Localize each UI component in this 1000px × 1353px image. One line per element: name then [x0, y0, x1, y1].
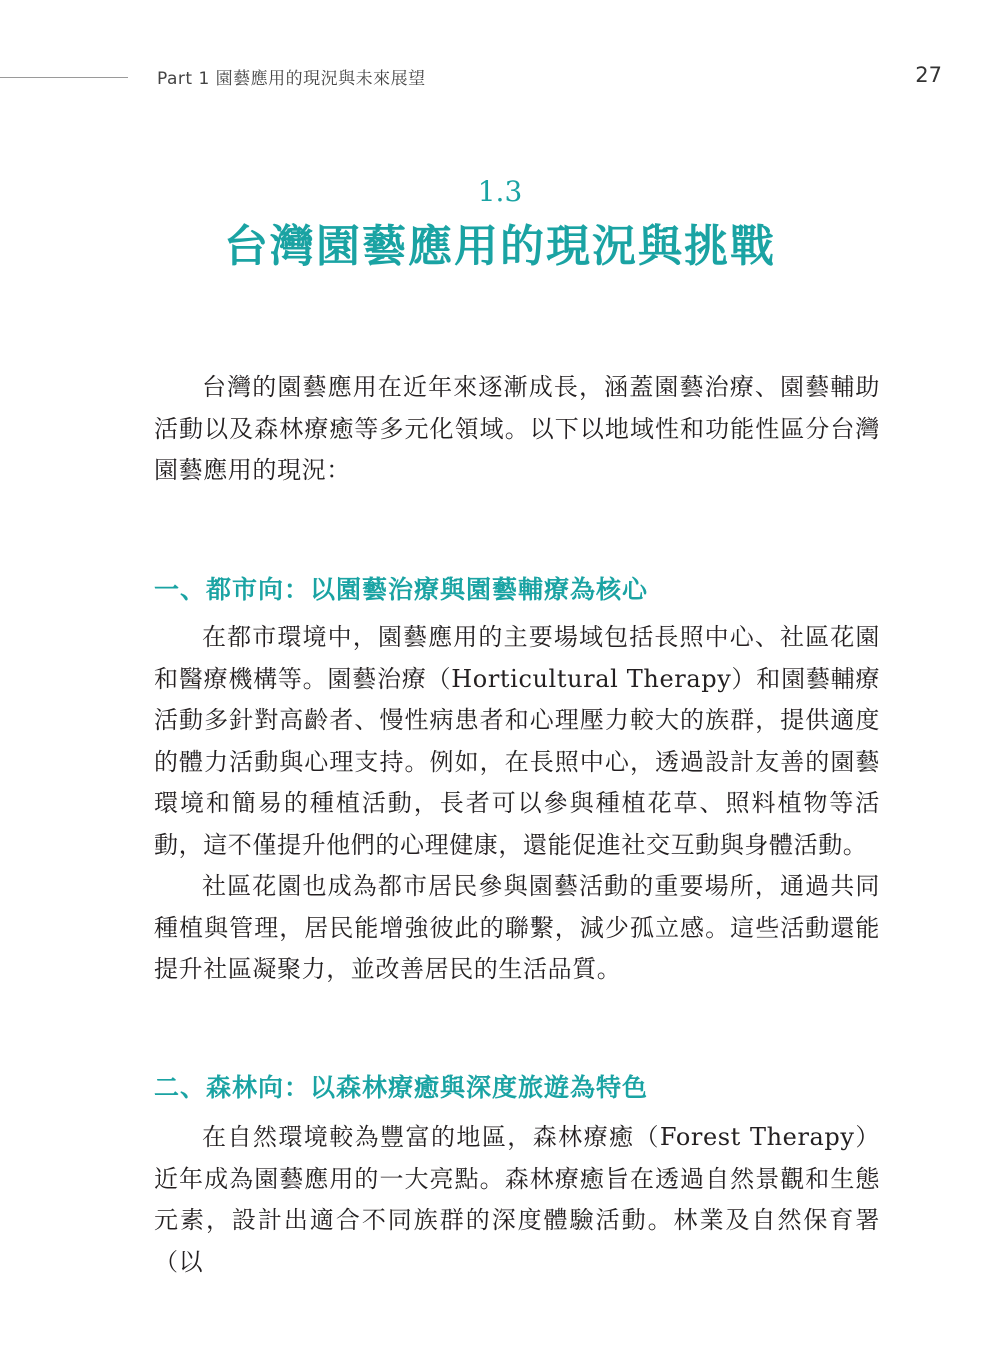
- urban-paragraph-1: 在都市環境中，園藝應用的主要場域包括長照中心、社區花園和醫療機構等。園藝治療（Horticultural Therapy）和園藝輔療活動多針對高齡者、慢性病患者和心理壓力較大的族群，提供適度的體力活動與心理支持。例如，在長照中心，透過設計友善的園藝環境和簡易的種植活動，長者可以參與種植花草、照料植物等活動，這不僅提升他們的心理健康，還能促進社交互動與身體活動。: [154, 623, 880, 859]
- section-title: 台灣園藝應用的現況與挑戰: [224, 221, 776, 272]
- intro-paragraph: 台灣的園藝應用在近年來逐漸成長，涵蓋園藝治療、園藝輔助活動以及森林療癒等多元化領域。以下以地域性和功能性區分台灣園藝應用的現況：: [154, 373, 880, 484]
- urban-paragraph-2: 社區花園也成為都市居民參與園藝活動的重要場所，通過共同種植與管理，居民能增強彼此的聯繫，減少孤立感。這些活動還能提升社區凝聚力，並改善居民的生活品質。: [154, 872, 880, 983]
- subsection-heading-forest: 二、森林向：以森林療癒與深度旅遊為特色: [154, 1073, 649, 1102]
- page-number: 27: [915, 63, 942, 87]
- header-rule: [0, 77, 128, 78]
- subsection-heading-urban: 一、都市向：以園藝治療與園藝輔療為核心: [154, 575, 649, 604]
- forest-paragraph-1: 在自然環境較為豐富的地區，森林療癒（Forest Therapy）近年成為園藝應用的一大亮點。森林療癒旨在透過自然景觀和生態元素，設計出適合不同族群的深度體驗活動。林業及自然保育署（以: [154, 1123, 880, 1276]
- running-head: Part 1 園藝應用的現況與未來展望: [157, 69, 426, 89]
- section-number: 1.3: [477, 175, 523, 208]
